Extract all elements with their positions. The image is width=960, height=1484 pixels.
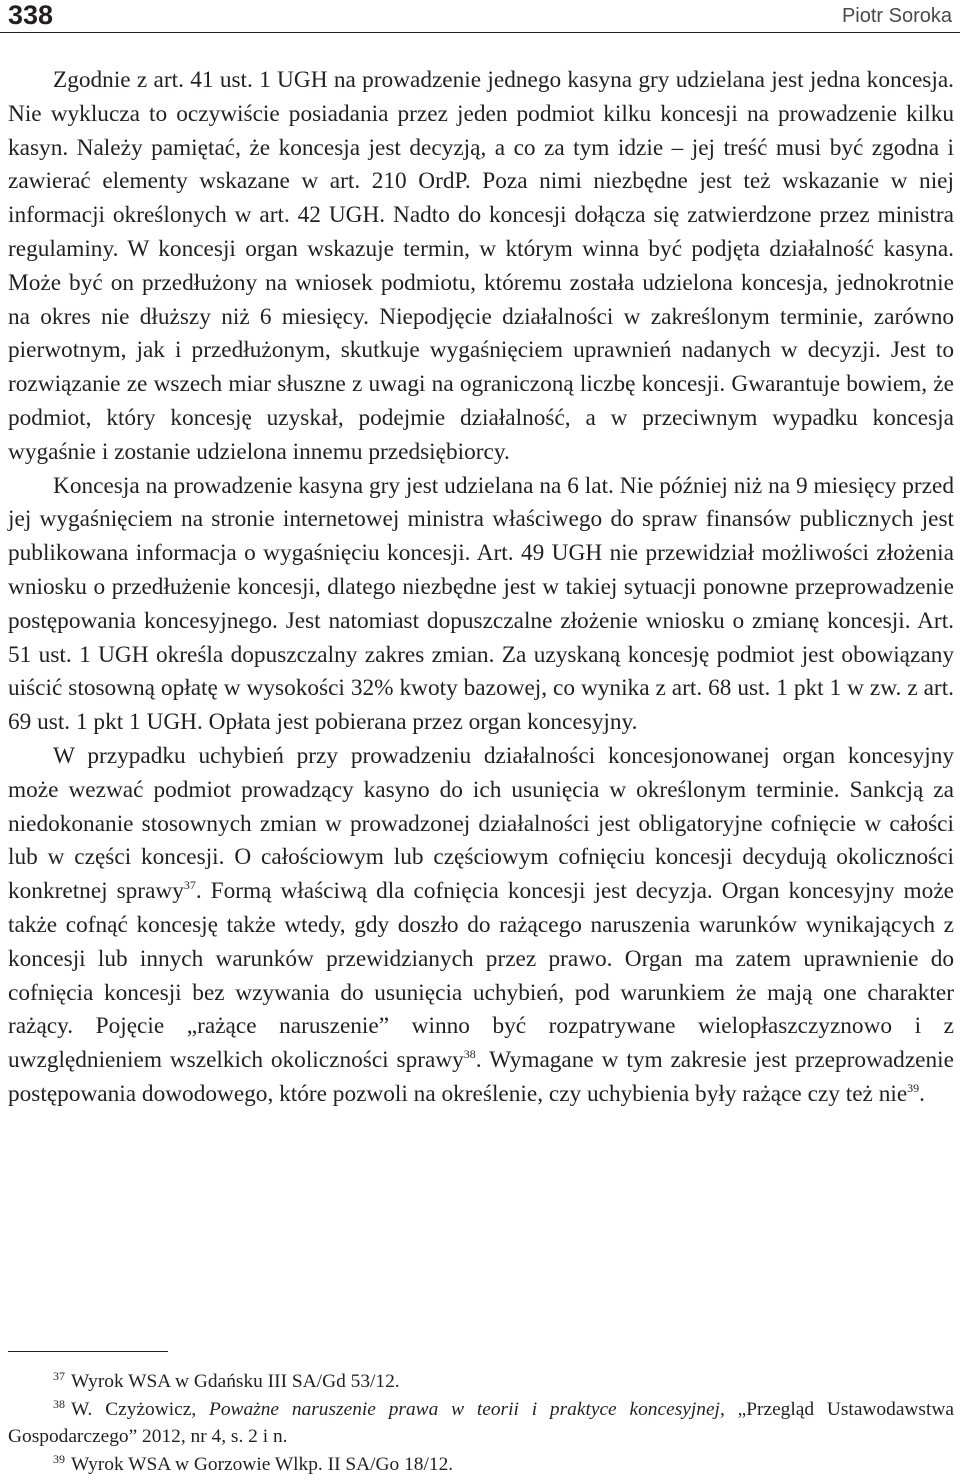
body-text (8, 64, 954, 1112)
paragraph (8, 470, 954, 740)
footnote-work-title: Poważne naruszenie prawa w teorii i praktyce koncesyjnej (209, 1398, 720, 1420)
paragraph-text: . Formą właściwą dla cofnięcia koncesji jest decyzja. Organ koncesyjny może także cofnąć koncesję także wtedy, gdy doszło do rażącego naruszenia warunków wynikających z koncesji lub innych warunków przewidzianych przez prawo. Organ ma zatem uprawnienie do cofnięcia koncesji bez wzywania do usunięcia uchybień, pod warunkiem że mają one charakter rażący. Pojęcie „rażące naruszenie” winno być rozpatrywane wielopłaszczyznowo i z uwzględnieniem wszelkich okoliczności sprawy (8, 878, 954, 1074)
footnote-number: 38 (53, 1396, 65, 1411)
page-number: 338 (8, 0, 54, 30)
footnote-citation: , „Przegląd Ustawodawstwa Gospodarczego” 2012, nr 4, s. 2 i n. (8, 1398, 954, 1447)
footnote-author: W. Czyżowicz, (71, 1398, 210, 1420)
footnote-number: 37 (53, 1369, 65, 1383)
footnote-text: Wyrok WSA w Gorzowie Wlkp. II SA/Go 18/12. (71, 1453, 454, 1475)
footnote-ref-37: 37 (183, 878, 196, 893)
paragraph-text: . (919, 1080, 925, 1107)
paragraph-text: . Wymagane w tym zakresie jest przeprowadzenie postępowania dowodowego, które pozwoli na określenie, czy uchybienia były rażące czy też nie (8, 1047, 954, 1107)
footnote-ref-39: 39 (907, 1080, 920, 1095)
footnote-ref-38: 38 (463, 1047, 476, 1062)
footnotes (8, 1368, 954, 1478)
footnote-number: 39 (53, 1451, 65, 1466)
paragraph-text: Koncesja na prowadzenie kasyna gry jest udzielana na 6 lat. Nie później niż na 9 miesięcy przed jej wygaśnięciem na stronie internetowej ministra właściwego do spraw finansów publicznych jest publikowana informacja o wygaśnięciu koncesji. Art. 49 UGH nie przewidział możliwości złożenia wniosku o przedłużenie koncesji, dlatego niezbędne jest w takiej sytuacji ponowne przeprowadzenie postępowania koncesyjnego. Jest natomiast dopuszczalne złożenie wniosku o zmianę koncesji. Art. 51 ust. 1 UGH określa dopuszczalny zakres zmian. Za uzyskaną koncesję podmiot jest obowiązany uiścić stosowną opłatę w wysokości 32% kwoty bazowej, co wynika z art. 68 ust. 1 pkt 1 w zw. z art. 69 ust. 1 pkt 1 UGH. Opłata jest pobierana przez organ koncesyjny. (8, 472, 954, 736)
footnote-37 (8, 1368, 954, 1396)
running-head-author: Piotr Soroka (841, 5, 952, 27)
paragraph (8, 740, 954, 1112)
footnote-separator (8, 1351, 168, 1352)
paragraph (8, 64, 954, 470)
footnote-text: Wyrok WSA w Gdańsku III SA/Gd 53/12. (71, 1371, 400, 1392)
page-header (0, 0, 960, 33)
footnote-38 (8, 1396, 954, 1451)
footnote-39 (8, 1451, 954, 1479)
paragraph-text: W przypadku uchybień przy prowadzeniu działalności koncesjonowanej organ koncesyjny może wezwać podmiot prowadzący kasyno do ich usunięcia w określonym terminie. Sankcją za niedokonanie stosownych zmian w prowadzonej działalności jest obligatoryjne cofnięcie w całości lub w części koncesji. O całościowym lub częściowym cofnięciu koncesji decydują okoliczności konkretnej sprawy (8, 742, 954, 905)
paragraph-text: Zgodnie z art. 41 ust. 1 UGH na prowadzenie jednego kasyna gry udzielana jest jedna koncesja. Nie wyklucza to oczywiście posiadania przez jeden podmiot kilku koncesji na prowadzenie kilku kasyn. Należy pamiętać, że koncesja jest decyzją, a co za tym idzie – jej treść musi być zgodna i zawierać elementy wskazane w art. 210 OrdP. Poza nimi niezbędne jest też wskazanie w niej informacji określonych w art. 42 UGH. Nadto do koncesji dołącza się zatwierdzone przez ministra regulaminy. W koncesji organ wskazuje termin, w którym winna być podjęta działalność kasyna. Może być on przedłużony na wniosek podmiotu, któremu została udzielona koncesja, jednokrotnie na okres nie dłuższy niż 6 miesięcy. Niepodjęcie działalności w zakreślonym terminie, zarówno pierwotnym, jak i przedłużonym, skutkuje wygaśnięciem uprawnień nadanych w decyzji. Jest to rozwiązanie ze wszech miar słuszne z uwagi na ograniczoną liczbę koncesji. Gwarantuje bowiem, że podmiot, który koncesję uzyskał, podejmie działalność, a w przeciwnym wypadku koncesja wygaśnie i zostanie udzielona innemu przedsiębiorcy. (8, 67, 954, 465)
